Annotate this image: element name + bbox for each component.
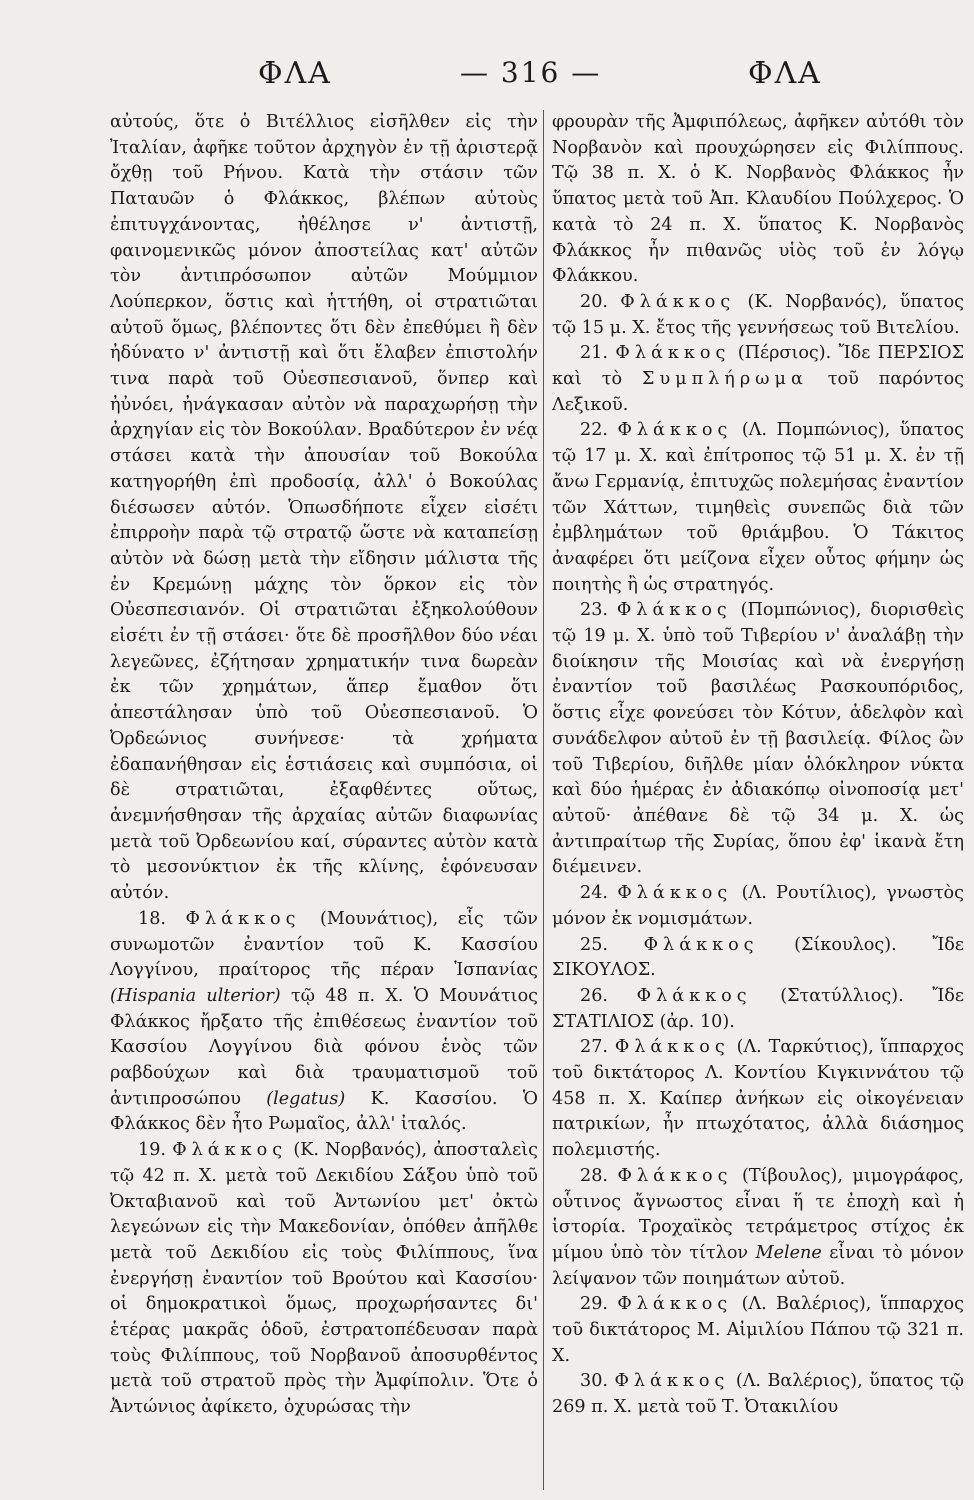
entry-name: Φλάκκος (617, 1165, 733, 1186)
entry-text: (Λ. Βαλέριος), ὕπατος τῷ 269 π. Χ. μετὰ τοῦ Τ. Ὀτακιλίου (552, 1371, 965, 1418)
entry-text: τῷ 48 π. Χ. Ὁ Μουνάτιος Φλάκκος ἤρξατο τῆς ἐπιθέσεως ἐναντίον τοῦ Κασσίου Λογγίνου διὰ φόνου ἑνὸς τῶν ραβδούχων καὶ διὰ τραυματισμοῦ τοῦ ἀντιπροσώπου (110, 985, 539, 1109)
entry-23 (552, 598, 964, 881)
entry-text: Κ. Κασσίου. Ὁ Φλάκκος δὲν ἦτο Ρωμαῖος, ἀλλ' ἰταλός. (110, 1088, 538, 1135)
entry-number: 19. (138, 1140, 166, 1161)
spaced-term: Συμπλήρωμα (642, 369, 808, 390)
entry-number: 27. (580, 1037, 608, 1058)
entry-text: (Τίβουλος), μιμογράφος, οὗτινος ἄγνωστος εἶναι ἥ τε ἐποχὴ καὶ ἡ ἱστορία. Τροχαϊκὸς τετράμετρος στίχος ἐκ μίμου ὑπὸ τὸν τίτλον (552, 1165, 964, 1263)
right-column (552, 110, 964, 1421)
page-header (0, 56, 974, 106)
entry-name: Φλάκκος (617, 883, 733, 904)
entry-29 (552, 1292, 964, 1369)
continuation-text: φρουρὰν τῆς Ἀμφιπόλεως, ἀφῆκεν αὐτόθι τὸν Νορβανὸν καὶ προυχώρησεν εἰς Φιλίππους. Τῷ 38 π. Χ. ὁ Κ. Νορβανὸς Φλάκκος ἦν ὕπατος μετὰ τοῦ Ἀπ. Κλαυδίου Πούλχερος. Ὁ κατὰ τὸ 24 π. Χ. ὕπατος Κ. Νορβανὸς Φλάκκος ἦν πιθανῶς υἱὸς τοῦ ἐν λόγῳ Φλάκκου. (552, 112, 964, 287)
entry-25 (552, 933, 964, 984)
entry-19 (110, 1138, 538, 1421)
latin-term: (legatus) (266, 1088, 346, 1109)
entry-28 (552, 1164, 964, 1293)
entry-text: (Πέρσιος). Ἴδε ΠΕΡΣΙΟΣ καὶ τὸ (552, 343, 965, 390)
latin-term: (Hispania ulterior) (110, 985, 281, 1006)
entry-30 (552, 1369, 964, 1420)
entry-number: 22. (580, 420, 608, 441)
entry-number: 24. (580, 883, 608, 904)
entry-number: 26. (580, 985, 608, 1006)
entry-text: (Σίκουλος). Ἴδε ΣΙΚΟΥΛΟΣ. (552, 934, 965, 981)
entry-name: Φλάκκος (614, 1371, 730, 1392)
entry-text: (Λ. Ρουτίλιος), γνωστὸς μόνον ἐκ νομισμάτων. (552, 883, 964, 929)
header-left-keyword: ΦΛΑ (258, 56, 332, 91)
entry-name: Φλάκκος (636, 985, 752, 1006)
entry-21 (552, 341, 964, 418)
entry-name: Φλάκκος (614, 1037, 730, 1058)
entry-name: Φλάκκος (172, 1140, 288, 1161)
entry-text: (Λ. Βαλέριος), ἵππαρχος τοῦ δικτάτορος Μ. Αἰμιλίου Πάπου τῷ 321 π. Χ. (552, 1294, 964, 1366)
entry-text: (Στατύλλιος). Ἴδε ΣΤΑΤΙΛΙΟΣ (ἀρ. 10). (552, 985, 965, 1032)
entry-name: Φλάκκος (617, 1294, 733, 1315)
header-right-keyword: ΦΛΑ (748, 56, 822, 91)
entry-text: (Πομπώνιος), διορισθεὶς τῷ 19 μ. Χ. ὑπὸ τοῦ Τιβερίου ν' ἀναλάβῃ τὴν διοίκησιν τῆς Μοισίας καὶ νὰ ἐνεργήσῃ ἐναντίον τοῦ βασιλέως Ρασκουπόριδος, ὅστις εἶχε φονεύσει τὸν Κότυν, ἀδελφὸν καὶ συνάδελφον αὐτοῦ ἐν τῇ βασιλείᾳ. Φίλος ὢν τοῦ Τιβερίου, διῆλθε μίαν ὁλόκληρον νύκτα καὶ δύο ἡμέρας ἐν ἀδιακόπῳ οἰνοποσίᾳ μετ' αὐτοῦ· ἀπέθανε δὲ τῷ 34 μ. Χ. ὡς ἀντιπραίτωρ τῆς Συρίας, ὅπου ἐφ' ἱκανὰ ἔτη διέμεινεν. (552, 600, 964, 878)
entry-18 (110, 907, 538, 1138)
entry-name: Φλάκκος (643, 934, 759, 955)
entry-number: 20. (580, 291, 608, 312)
entry-text: τοῦ παρόντος Λεξικοῦ. (552, 369, 965, 415)
entry-text: (Λ. Πομπώνιος), ὕπατος τῷ 17 μ. Χ. καὶ ἐπίτροπος τῷ 51 μ. Χ. ἐν τῇ ἄνω Γερμανίᾳ, ἐπιτυχῶς πολεμήσας ἐναντίον τῶν Χάττων, τιμηθεὶς συνεπῶς διὰ τῶν ἐμβλημάτων τοῦ θριάμβου. Ὁ Τάκιτος ἀναφέρει ὅτι μείζονα εἶχεν οὗτος φήμην ὡς ποιητὴς ἢ ὡς στρατηγός. (552, 420, 965, 595)
entry-text: (Λ. Ταρκύτιος), ἵππαρχος τοῦ δικτάτορος Λ. Κοντίου Κιγκιννάτου τῷ 458 π. Χ. Καίπερ ἀνήκων εἰς οἰκογένειαν πατρικίων, ἦν πτωχότατος, ἀλλὰ διάσημος πολεμιστής. (552, 1037, 965, 1161)
entry-text: (Μουνάτιος), εἷς τῶν συνωμοτῶν ἐναντίον τοῦ Κ. Κασσίου Λογγίνου, πραίτορος τῆς πέραν Ἱσπανίας (110, 908, 538, 981)
entry-text: (Κ. Νορβανός), ἀποσταλεὶς τῷ 42 π. Χ. μετὰ τοῦ Δεκιδίου Σάξου ὑπὸ τοῦ Ὀκταβιανοῦ καὶ τοῦ Ἀντωνίου μετ' ὀκτὼ λεγεώνων εἰς τὴν Μακεδονίαν, ὁπόθεν ἀπῆλθε μετὰ τοῦ Δεκιδίου εἰς τοὺς Φιλίππους, ἵνα ἐνεργήσῃ ἐναντίον τοῦ Βρούτου καὶ Κασσίου· οἱ δημοκρατικοὶ ὅμως, προχωρήσαντες δι' ἑτέρας μακρᾶς ὁδοῦ, ἐστρατοπέδευσαν παρὰ τοὺς Φιλίππους, τοῦ Νορβανοῦ ἀποσυρθέντος μετὰ τοῦ στρατοῦ πρὸς τὴν Ἀμφίπολιν. Ὅτε ὁ Ἀντώνιος ἀφίκετο, ὀχυρώσας τὴν (110, 1140, 539, 1418)
entry-number: 29. (580, 1294, 608, 1315)
entry-number: 28. (580, 1165, 608, 1186)
entry-number: 23. (580, 600, 608, 621)
entry-20 (552, 290, 964, 341)
entry-22 (552, 418, 964, 598)
entry-name: Φλάκκος (616, 600, 732, 621)
page-number: — 316 — (460, 56, 602, 89)
entry-name: Φλάκκος (617, 420, 733, 441)
entry-name: Φλάκκος (620, 291, 736, 312)
entry-24 (552, 881, 964, 932)
entry-name: Φλάκκος (615, 343, 731, 364)
left-column (110, 110, 538, 1421)
entry-27 (552, 1035, 964, 1164)
latin-title: Melene (755, 1242, 822, 1263)
entry-number: 21. (580, 343, 608, 364)
column-divider (543, 110, 544, 1490)
entry-number: 18. (138, 908, 166, 929)
entry-number: 30. (580, 1371, 608, 1392)
continuation-text: αὐτούς, ὅτε ὁ Βιτέλλιος εἰσῆλθεν εἰς τὴν Ἰταλίαν, ἀφῆκε τοῦτον ἀρχηγὸν ἐν τῇ ἀριστερᾷ ὄχθῃ τοῦ Ρήνου. Κατὰ τὴν στάσιν τῶν Παταυῶν ὁ Φλάκκος, βλέπων αὐτοὺς ἐπιτυγχάνοντας, ἠθέλησε ν' ἀντιστῇ, φαινομενικῶς μόνον ἀποστείλας κατ' αὐτῶν τὸν ἀντιπρόσωπον αὐτῶν Μούμμιον Λούπερκον, ὅστις καὶ ἡττήθη, οἱ στρατιῶται αὐτοῦ ὅμως, βλέποντες ὅτι δὲν ἐπεθύμει ἢ δὲν ἠδύνατο ν' ἀντιστῇ καὶ ὅτι ἔλαβεν ἐπιστολήν τινα παρὰ τοῦ Οὐεσπεσιανοῦ, ὅνπερ καὶ ἠὐνόει, ἠνάγκασαν αὐτὸν νὰ παραχωρήσῃ τὴν ἀρχηγίαν εἰς τὸν Βοκούλαν. Βραδύτερον ἐν νέᾳ στάσει κατὰ τὴν ἀπουσίαν τοῦ Βοκούλα κατηγορήθη ἐπὶ προδοσίᾳ, ἀλλ' ὁ Βοκούλας διέσωσεν αὐτόν. Ὁπωσδήποτε εἶχεν εἰσέτι ἐπιρροὴν παρὰ τῷ στρατῷ ὥστε νὰ καταπείσῃ αὐτὸν νὰ δώσῃ μετὰ τὴν εἴδησιν μάλιστα τῆς ἐν Κρεμώνῃ μάχης τὸν ὅρκον εἰς τὸν Οὐεσπεσιανόν. Οἱ στρατιῶται ἐξηκολούθουν εἰσέτι ἐν τῇ στάσει· ὅτε δὲ προσῆλθον δύο νέαι λεγεῶνες, ἐζήτησαν χρηματικήν τινα δωρεὰν ἐκ τῶν χρημάτων, ἅπερ ἔμαθον ὅτι ἀπεστάλησαν ὑπὸ τοῦ Οὐεσπεσιανοῦ. Ὁ Ὀρδεώνιος συνήνεσε· τὰ χρήματα ἐδαπανήθησαν εἰς ἑστιάσεις καὶ συμπόσια, οἱ δὲ στρατιῶται, ἐξαφθέντες οὕτως, ἀνεμνήσθησαν τῆς ἀρχαίας αὐτῶν διαφωνίας μετὰ τοῦ Ὀρδεωνίου καί, σύραντες αὐτὸν κατὰ τὸ μεσονύκτιον ἐκ τῆς κλίνης, ἐφόνευσαν αὐτόν. (110, 112, 538, 904)
entry-number: 25. (580, 934, 608, 955)
entry-text: εἶναι τὸ μόνον λείψανον τῶν ποιημάτων αὐτοῦ. (552, 1242, 965, 1289)
entry-name: Φλάκκος (185, 908, 301, 929)
entry-text: (Κ. Νορβανός), ὕπατος τῷ 15 μ. Χ. ἔτος τῆς γεννήσεως τοῦ Βιτελίου. (552, 291, 965, 338)
entry-26 (552, 984, 964, 1035)
